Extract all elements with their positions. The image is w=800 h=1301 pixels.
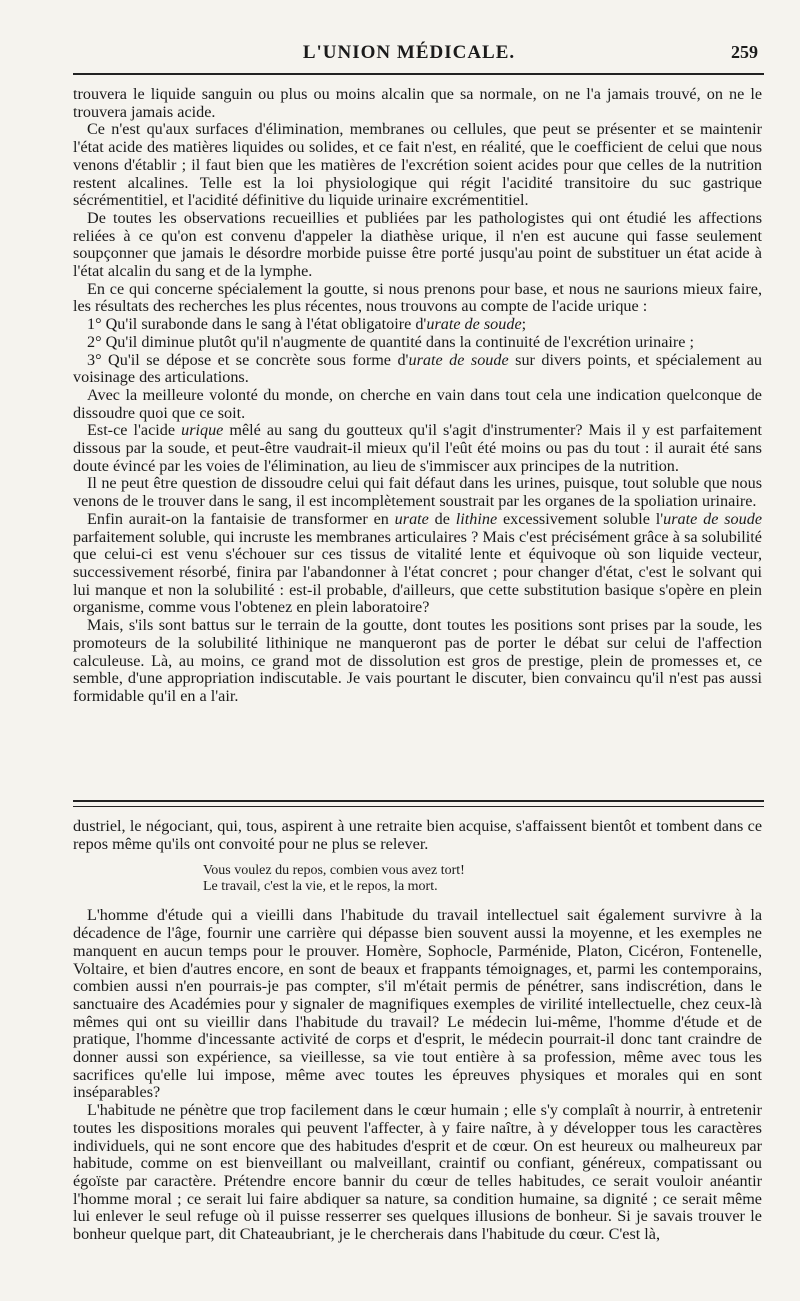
paragraph: L'homme d'étude qui a vieilli dans l'habitude du travail intellectuel sait également survivre à la décadence de l'âge, fournir une carrière qui dépasse bien souvent aussi la moyenne, et les exemples ne manquent en aucun temps pour le prouver. Homère, Sophocle, Parménide, Platon, Cicéron, Fontenelle, Voltaire, et bien d'autres encore, en sont de beaux et frappants témoignages, et, parmi les contemporains, combien aussi n'en pourrais-je pas compter, s'il m'était permis de pénétrer, sans indiscrétion, dans le sanctuaire des Académies pour y signaler de magnifiques exemples de virilité intellectuelle, chez ceux-là mêmes qui ont su vieillir dans l'habitude du travail? Le médecin lui-même, l'homme d'étude et de pratique, l'homme d'incessante activité de corps et d'esprit, le médecin pourrait-il donc tant craindre de donner aussi son expérience, sa vieillesse, sa vie tout entière à sa profession, même avec tous les sacrifices qu'elle lui impose, même avec toutes les épreuves physiques et morales qui en sont inséparables? bbox=[73, 906, 762, 1102]
paragraph: Est-ce l'acide urique mêlé au sang du goutteux qu'il s'agit d'instrumenter? Mais il y est parfaitement dissous par la soude, et peut-être vaudrait-il mieux qu'il l'eût été moins ou pas du tout : il aurait été sans doute évincé par les voies de l'élimination, au lieu de s'immiscer aux principes de la nutrition. bbox=[73, 421, 762, 475]
paragraph: trouvera le liquide sanguin ou plus ou moins alcalin que sa normale, on ne l'a jamais trouvé, on ne le trouvera jamais acide. bbox=[73, 85, 762, 121]
paragraph: dustriel, le négociant, qui, tous, aspirent à une retraite bien acquise, s'affaissent bientôt et tombent dans ce repos même qu'ils ont convoité pour ne plus se relever. bbox=[73, 817, 762, 853]
header-rule bbox=[73, 73, 764, 75]
list-item: 3° Qu'il se dépose et se concrète sous forme d'urate de soude sur divers points, et spécialement au voisinage des articulations. bbox=[73, 350, 762, 387]
list-item: 2° Qu'il diminue plutôt qu'il n'augmente de quantité dans la continuité de l'excrétion urinaire ; bbox=[87, 332, 695, 351]
feuilleton-section bbox=[73, 818, 762, 1244]
page-number: 259 bbox=[731, 42, 758, 62]
paragraph: Ce n'est qu'aux surfaces d'élimination, membranes ou cellules, que peut se présenter et se maintenir l'état acide des matières liquides ou solides, et ce fait n'est, en réalité, que le coefficient de celui que nous venons d'établir ; il faut bien que les matières de l'excrétion soient acides pour que celles de la nutrition restent alcalines. Telle est la loi physiologique qui régit l'acidité transitoire du suc gastrique sécrémentitiel, et l'acidité définitive du liquide urinaire excrémentitiel. bbox=[73, 120, 762, 210]
paragraph: En ce qui concerne spécialement la goutte, si nous prenons pour base, et nous ne saurions mieux faire, les résultats des recherches les plus récentes, nous trouvons au compte de l'acide urique : bbox=[73, 279, 762, 316]
running-title: L'UNION MÉDICALE. bbox=[302, 42, 516, 63]
paragraph: Avec la meilleure volonté du monde, on cherche en vain dans tout cela une indication quelconque de dissoudre quoi que ce soit. bbox=[73, 385, 762, 422]
verse-line: Vous voulez du repos, combien vous avez tort! bbox=[203, 863, 465, 879]
paragraph: Il ne peut être question de dissoudre celui qui fait défaut dans les urines, puisque, tout soluble que nous venons de le trouver dans le sang, il est incomplètement soustrait par les organes de la spoliation urinaire. bbox=[73, 474, 762, 511]
feuilleton-separator bbox=[73, 800, 764, 802]
article-upper-section bbox=[73, 86, 762, 706]
paragraph: Enfin aurait-on la fantaisie de transformer en urate de lithine excessivement soluble l'urate de soude parfaitement soluble, qui incruste les membranes articulaires ? Mais c'est précisément grâce à sa solubilité que celui-ci est venu s'échouer sur ces tissus de vitalité lente et équivoque où son liquide vecteur, successivement résorbé, finira par l'abandonner à l'état concret ; pour changer d'état, c'est le solvant qui lui manque et non la solubilité : est-il probable, d'ailleurs, que cette substitution basique s'opère en plein organisme, comme vous l'obtenez en plein laboratoire? bbox=[73, 509, 762, 617]
feuilleton-separator-thin bbox=[73, 806, 764, 807]
list-item: 1° Qu'il surabonde dans le sang à l'état obligatoire d'urate de soude; bbox=[87, 315, 527, 334]
paragraph: De toutes les observations recueillies et publiées par les pathologistes qui ont étudié les affections reliées à ce qu'on est convenu d'appeler la diathèse urique, il n'en est aucune qui fasse seulement soupçonner que jamais le désordre morbide puisse être porté jusqu'au point de substituer un état acide à l'état alcalin du sang et de la lymphe. bbox=[73, 208, 762, 281]
verse-line: Le travail, c'est la vie, et le repos, la mort. bbox=[203, 879, 438, 895]
verse-quote bbox=[203, 863, 762, 895]
page-header bbox=[60, 42, 758, 68]
paragraph: Mais, s'ils sont battus sur le terrain de la goutte, dont toutes les positions sont prises par la soude, les promoteurs de la solubilité lithinique ne manqueront pas de porter le débat sur celui de l'affection calculeuse. Là, au moins, ce grand mot de dissolution est gros de prestige, plein de promesses et, ce semble, d'une appropriation indiscutable. Je vais pourtant le discuter, bien convaincu qu'il n'est pas aussi formidable qu'il en a l'air. bbox=[73, 616, 762, 705]
paragraph: L'habitude ne pénètre que trop facilement dans le cœur humain ; elle s'y complaît à nourrir, à entretenir toutes les dispositions morales qui peuvent l'affecter, à y faire naître, à y développer tous les caractères individuels, qui ne sont encore que des habitudes d'esprit et de cœur. On est heureux ou malheureux par habitude, comme on est bienveillant ou malveillant, craintif ou confiant, généreux, compatissant ou égoïste par caractère. Prétendre encore bannir du cœur de telles habitudes, ce serait vouloir anéantir l'homme moral ; ce serait lui faire abdiquer sa nature, sa condition humaine, sa dignité ; ce serait même lui enlever le seul refuge où il puisse resserrer ses quelques illusions de bonheur. Si je savais trouver le bonheur quelque part, dit Chateaubriant, je le chercherais dans l'habitude du cœur. C'est là, bbox=[73, 1101, 762, 1244]
